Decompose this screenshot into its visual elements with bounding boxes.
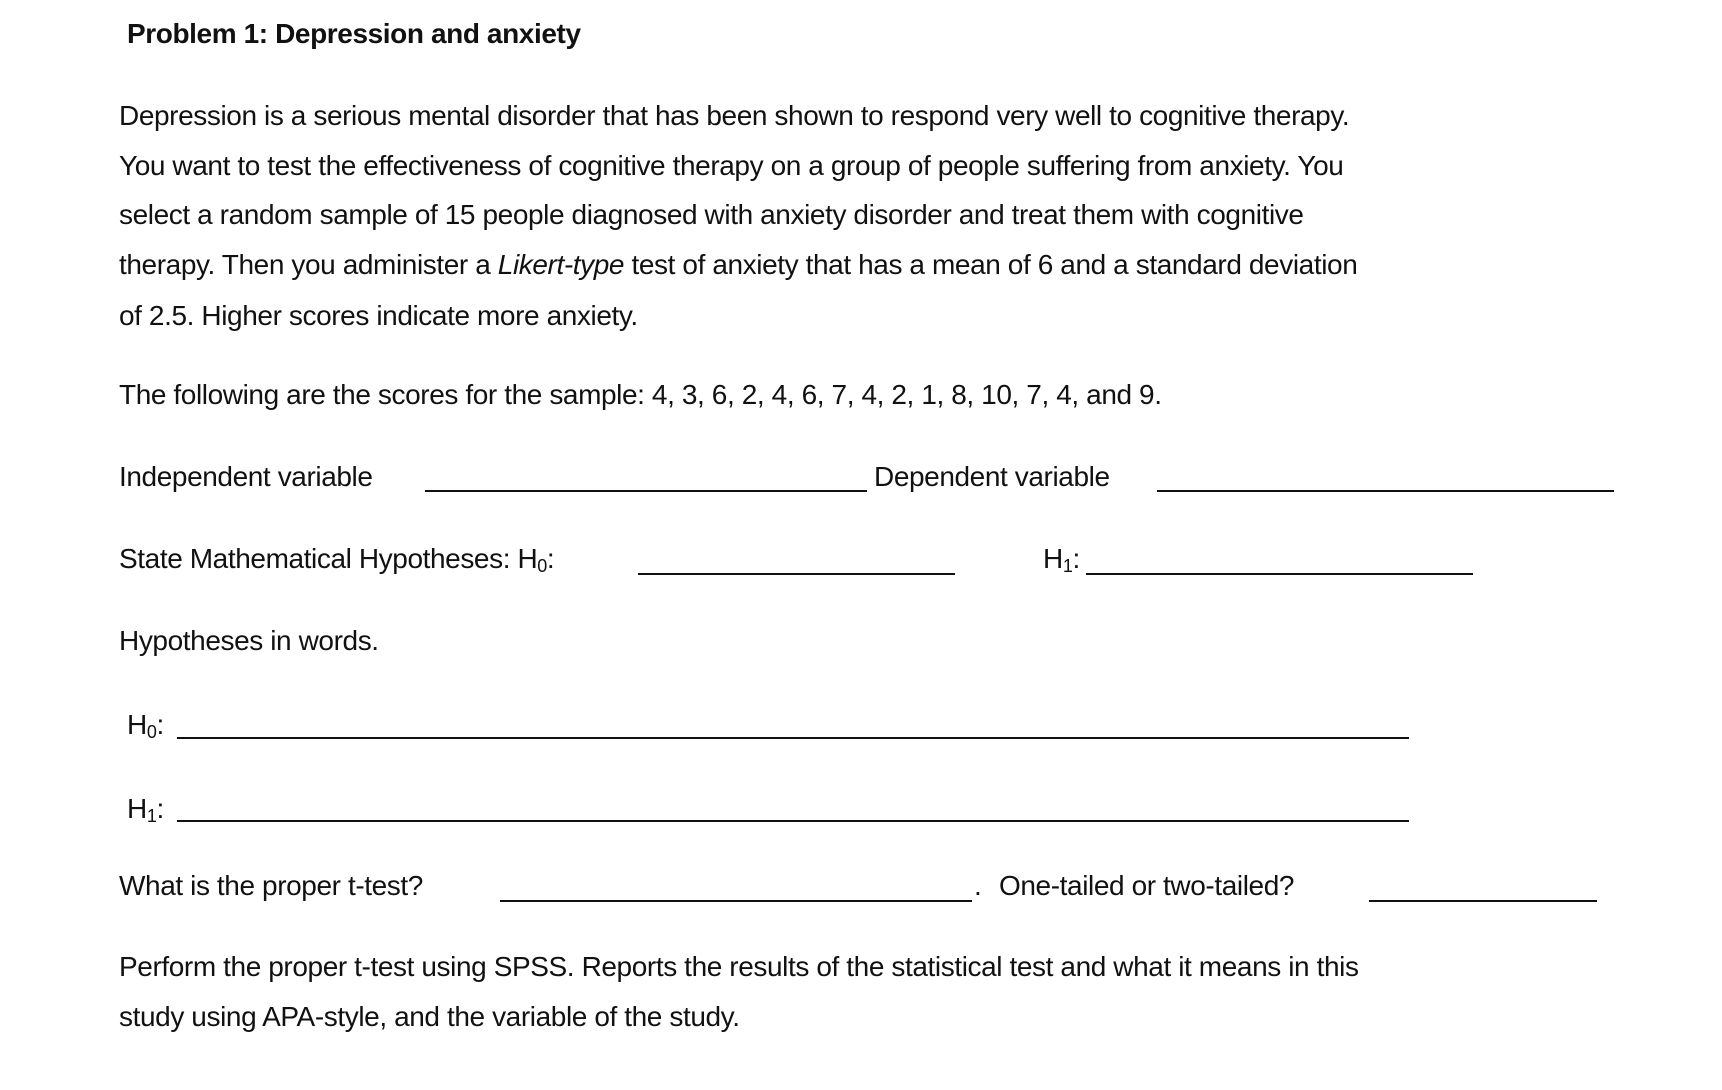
- paragraph-line: [119, 248, 1357, 282]
- ttest-question: What is the proper t-test?: [119, 870, 423, 901]
- dependent-variable-blank[interactable]: [1157, 490, 1614, 492]
- text: H: [1043, 543, 1063, 574]
- words-h1-label: [127, 792, 164, 826]
- math-h0-blank[interactable]: [638, 573, 955, 575]
- text: H: [127, 793, 147, 824]
- math-h1-label: [1043, 542, 1080, 576]
- hypotheses-in-words-heading: Hypotheses in words.: [119, 625, 379, 656]
- text: H: [127, 709, 147, 740]
- words-h0-blank[interactable]: [177, 737, 1409, 739]
- math-h1-blank[interactable]: [1086, 573, 1473, 575]
- subscript: 1: [146, 806, 157, 826]
- instructions-line: Perform the proper t-test using SPSS. Reports the results of the statistical test and what it means in this: [119, 951, 1359, 982]
- paragraph-line: Depression is a serious mental disorder that has been shown to respond very well to cognitive therapy.: [119, 100, 1350, 131]
- subscript: 1: [1062, 556, 1073, 576]
- scores-line: The following are the scores for the sample: 4, 3, 6, 2, 4, 6, 7, 4, 2, 1, 8, 10, 7, 4, and 9.: [119, 379, 1162, 410]
- words-h0-label: [127, 708, 164, 742]
- ttest-blank[interactable]: [500, 900, 972, 902]
- text: :: [546, 543, 555, 574]
- separator-period: .: [974, 870, 982, 901]
- dependent-variable-label: Dependent variable: [874, 461, 1110, 492]
- text: therapy. Then you administer a: [119, 249, 498, 280]
- independent-variable-label: Independent variable: [119, 461, 373, 492]
- paragraph-line: You want to test the effectiveness of cognitive therapy on a group of people suffering from anxiety. You: [119, 150, 1344, 181]
- words-h1-blank[interactable]: [177, 820, 1409, 822]
- likert-italic: Likert-type: [497, 249, 625, 280]
- math-hypotheses-label: [119, 542, 554, 576]
- subscript: 0: [537, 556, 547, 576]
- independent-variable-blank[interactable]: [425, 490, 867, 492]
- paragraph-line: of 2.5. Higher scores indicate more anxiety.: [119, 300, 638, 331]
- subscript: 0: [146, 722, 157, 742]
- text: :: [1072, 543, 1080, 574]
- paragraph-line: select a random sample of 15 people diagnosed with anxiety disorder and treat them with cognitive: [119, 199, 1304, 230]
- tails-blank[interactable]: [1369, 900, 1597, 902]
- text: State Mathematical Hypotheses: H: [119, 543, 538, 574]
- tails-question: One-tailed or two-tailed?: [999, 870, 1295, 901]
- text: test of anxiety that has a mean of 6 and a standard deviation: [624, 249, 1358, 280]
- text: :: [156, 709, 164, 740]
- instructions-line: study using APA-style, and the variable of the study.: [119, 1001, 740, 1032]
- text: :: [156, 793, 164, 824]
- problem-title: Problem 1: Depression and anxiety: [127, 18, 581, 49]
